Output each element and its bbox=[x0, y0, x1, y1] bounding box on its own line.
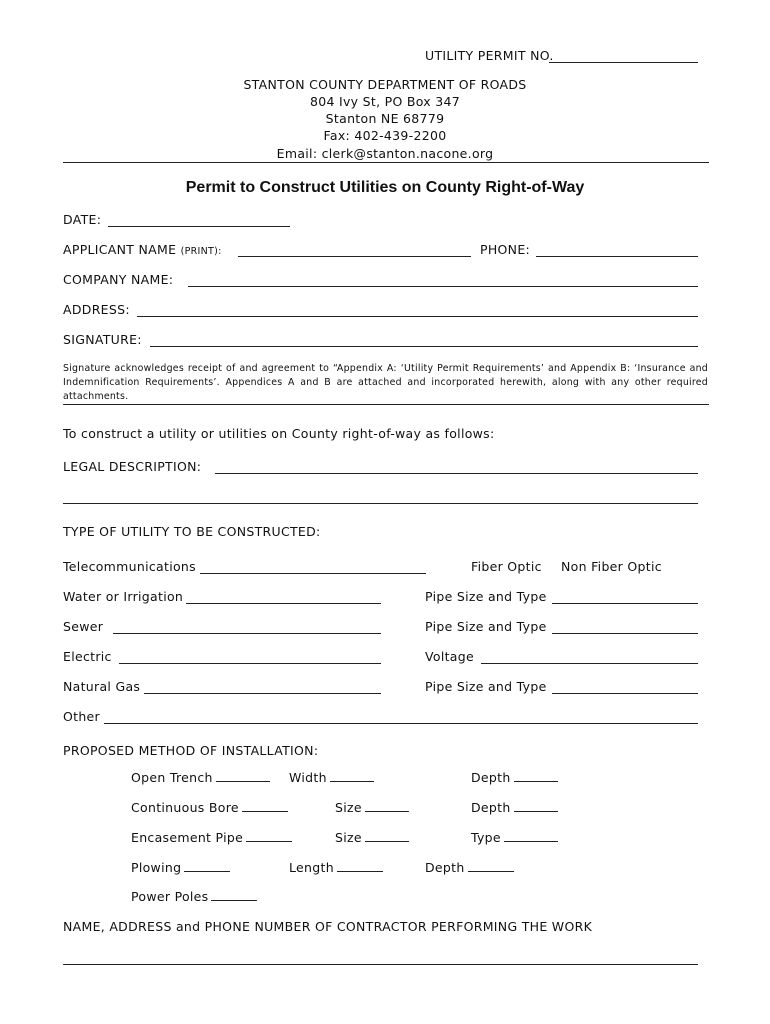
bore-depth-label: Depth bbox=[471, 800, 558, 815]
length-field[interactable] bbox=[337, 860, 383, 872]
header-divider bbox=[63, 162, 709, 163]
non-fiber-optic-option[interactable]: Non Fiber Optic bbox=[561, 559, 662, 574]
contractor-field[interactable] bbox=[63, 964, 698, 965]
width-field[interactable] bbox=[330, 770, 374, 782]
electric-field[interactable] bbox=[119, 663, 381, 664]
installation-method-heading: PROPOSED METHOD OF INSTALLATION: bbox=[63, 743, 319, 758]
address-label: ADDRESS: bbox=[63, 302, 130, 317]
open-trench-depth-field[interactable] bbox=[514, 770, 558, 782]
fiber-optic-option[interactable]: Fiber Optic bbox=[471, 559, 542, 574]
permit-number-label: UTILITY PERMIT NO. bbox=[425, 48, 554, 63]
phone-label: PHONE: bbox=[480, 242, 531, 257]
address-field[interactable] bbox=[137, 316, 698, 317]
encasement-type-label: Type bbox=[471, 830, 558, 845]
water-pipe-size-field[interactable] bbox=[552, 603, 698, 604]
open-trench-label: Open Trench bbox=[131, 770, 270, 785]
encasement-pipe-label: Encasement Pipe bbox=[131, 830, 292, 845]
contractor-label: NAME, ADDRESS and PHONE NUMBER OF CONTRACTOR PERFORMING THE WORK bbox=[63, 919, 593, 934]
plowing-field[interactable] bbox=[184, 860, 230, 872]
plowing-depth-label: Depth bbox=[425, 860, 514, 875]
voltage-label: Voltage bbox=[425, 649, 474, 664]
water-field[interactable] bbox=[186, 603, 381, 604]
length-label: Length bbox=[289, 860, 383, 875]
water-pipe-size-label: Pipe Size and Type bbox=[425, 589, 547, 604]
bore-depth-field[interactable] bbox=[514, 800, 558, 812]
phone-field[interactable] bbox=[536, 256, 698, 257]
natural-gas-field[interactable] bbox=[144, 693, 381, 694]
section-divider bbox=[63, 404, 709, 405]
natural-gas-label: Natural Gas bbox=[63, 679, 141, 694]
company-name-label: COMPANY NAME: bbox=[63, 272, 174, 287]
other-field[interactable] bbox=[104, 723, 698, 724]
utility-type-heading: TYPE OF UTILITY TO BE CONSTRUCTED: bbox=[63, 524, 321, 539]
department-street: 804 Ivy St, PO Box 347 bbox=[309, 94, 461, 109]
voltage-field[interactable] bbox=[481, 663, 698, 664]
permit-number-field[interactable] bbox=[549, 62, 698, 63]
open-trench-depth-label: Depth bbox=[471, 770, 558, 785]
applicant-name-label: APPLICANT NAME (PRINT): bbox=[63, 242, 222, 257]
gas-pipe-size-field[interactable] bbox=[552, 693, 698, 694]
legal-description-field-2[interactable] bbox=[63, 503, 698, 504]
open-trench-field[interactable] bbox=[216, 770, 270, 782]
continuous-bore-field[interactable] bbox=[242, 800, 288, 812]
plowing-depth-field[interactable] bbox=[468, 860, 514, 872]
department-fax: Fax: 402-439-2200 bbox=[323, 128, 447, 143]
sewer-pipe-size-field[interactable] bbox=[552, 633, 698, 634]
acknowledgement-text: Signature acknowledges receipt of and agreement to “Appendix A: ‘Utility Permit Requirements’ and Appendix B: ‘Insurance and Indemnification Requirements’. Appendices A and B are attached and incorporated herewith, along with any other required attachments. bbox=[63, 363, 708, 402]
encasement-type-field[interactable] bbox=[504, 830, 558, 842]
sewer-label: Sewer bbox=[63, 619, 104, 634]
bore-size-field[interactable] bbox=[365, 800, 409, 812]
sewer-pipe-size-label: Pipe Size and Type bbox=[425, 619, 547, 634]
telecom-label: Telecommunications bbox=[63, 559, 196, 574]
plowing-label: Plowing bbox=[131, 860, 230, 875]
page-title: Permit to Construct Utilities on County Right-of-Way bbox=[185, 179, 585, 196]
bore-size-label: Size bbox=[335, 800, 409, 815]
date-field[interactable] bbox=[108, 226, 290, 227]
signature-label: SIGNATURE: bbox=[63, 332, 142, 347]
gas-pipe-size-label: Pipe Size and Type bbox=[425, 679, 547, 694]
electric-label: Electric bbox=[63, 649, 112, 664]
construct-intro: To construct a utility or utilities on County right-of-way as follows: bbox=[63, 426, 495, 441]
company-name-field[interactable] bbox=[188, 286, 698, 287]
telecom-field[interactable] bbox=[200, 573, 426, 574]
encasement-size-label: Size bbox=[335, 830, 409, 845]
legal-description-label: LEGAL DESCRIPTION: bbox=[63, 459, 202, 474]
power-poles-field[interactable] bbox=[211, 889, 257, 901]
applicant-name-field[interactable] bbox=[238, 256, 471, 257]
water-label: Water or Irrigation bbox=[63, 589, 184, 604]
encasement-size-field[interactable] bbox=[365, 830, 409, 842]
legal-description-field[interactable] bbox=[215, 473, 698, 474]
department-name: STANTON COUNTY DEPARTMENT OF ROADS bbox=[243, 77, 527, 92]
other-label: Other bbox=[63, 709, 100, 724]
power-poles-label: Power Poles bbox=[131, 889, 257, 904]
encasement-pipe-field[interactable] bbox=[246, 830, 292, 842]
signature-field[interactable] bbox=[150, 346, 698, 347]
sewer-field[interactable] bbox=[113, 633, 381, 634]
width-label: Width bbox=[289, 770, 374, 785]
department-city: Stanton NE 68779 bbox=[325, 111, 445, 126]
date-label: DATE: bbox=[63, 212, 102, 227]
department-email: Email: clerk@stanton.nacone.org bbox=[276, 146, 494, 161]
continuous-bore-label: Continuous Bore bbox=[131, 800, 288, 815]
